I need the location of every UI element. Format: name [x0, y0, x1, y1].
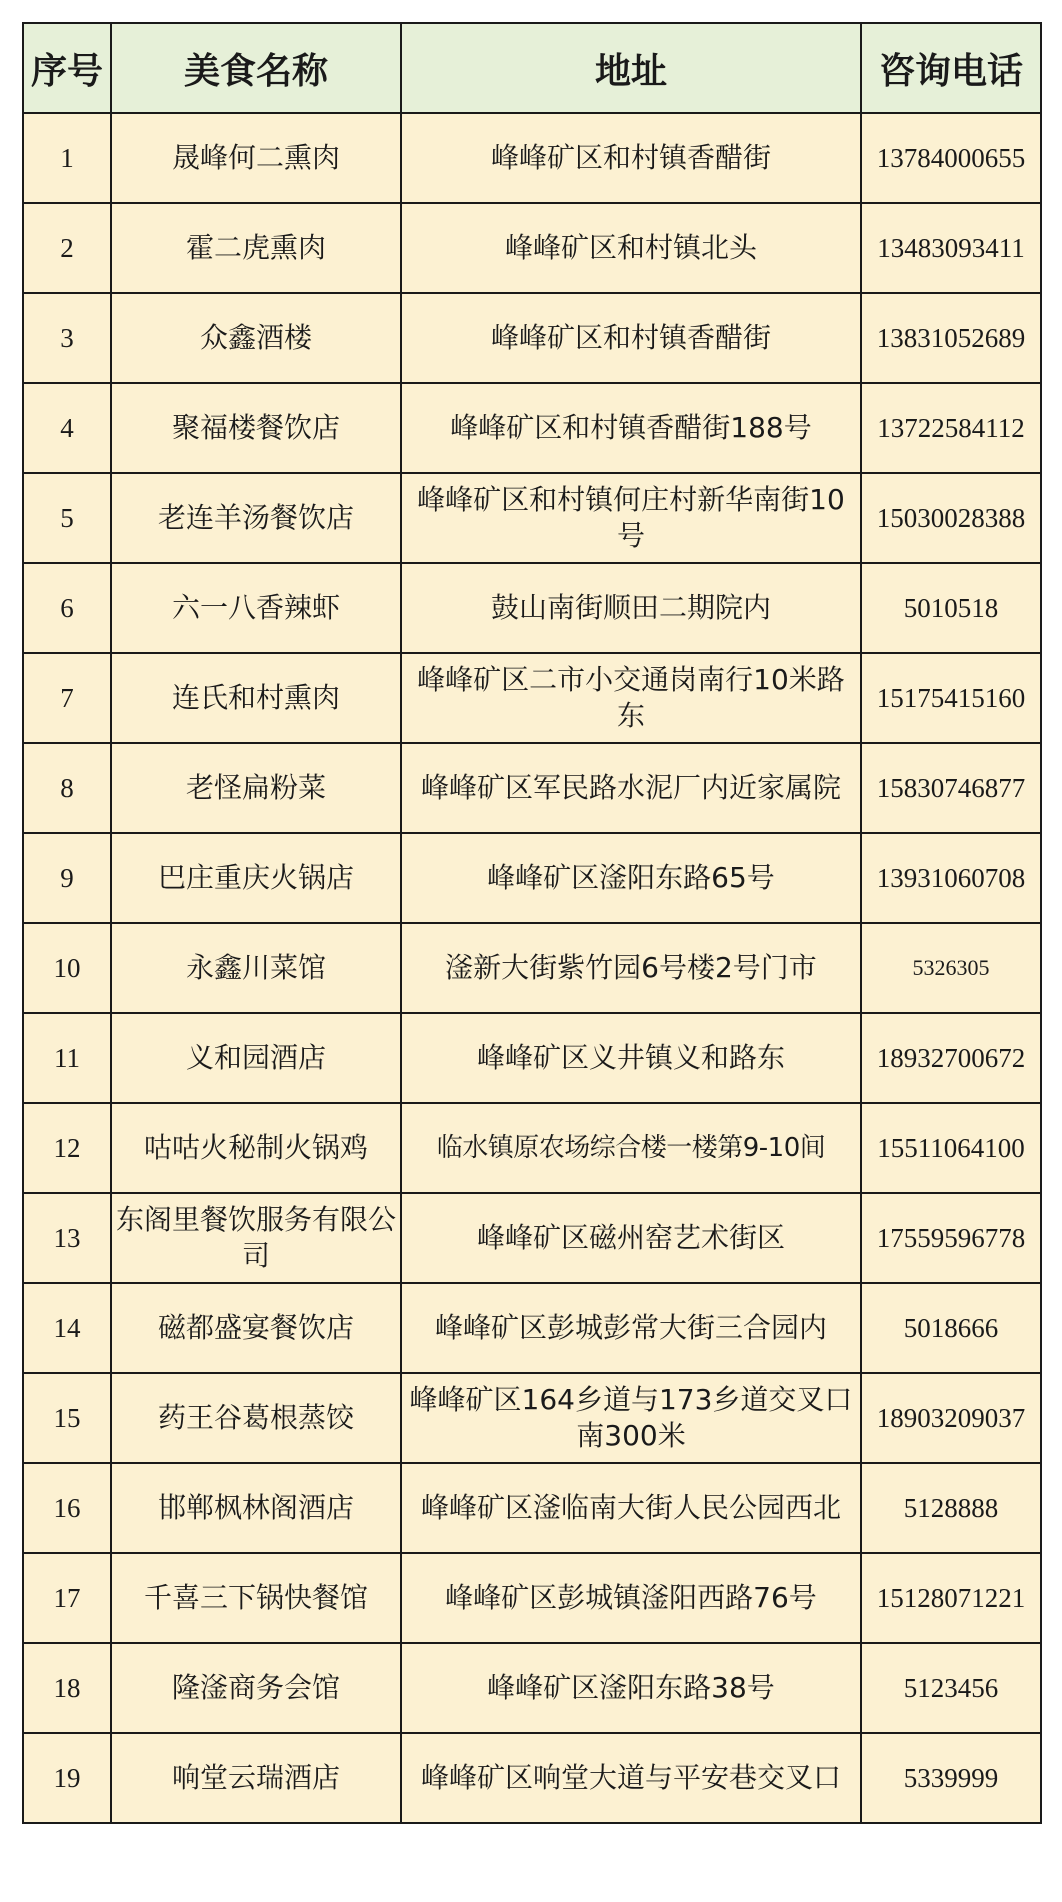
table-row: [23, 1193, 1041, 1283]
row-number: 2: [23, 203, 111, 293]
restaurant-address: 峰峰矿区滏阳东路65号: [401, 833, 861, 923]
restaurant-phone: 18932700672: [861, 1013, 1041, 1103]
header-phone: 咨询电话: [861, 23, 1041, 113]
restaurant-phone: 13483093411: [861, 203, 1041, 293]
restaurant-phone: 13784000655: [861, 113, 1041, 203]
restaurant-address: 峰峰矿区164乡道与173乡道交叉口南300米: [401, 1373, 861, 1463]
restaurant-phone: 17559596778: [861, 1193, 1041, 1283]
restaurant-phone: 5128888: [861, 1463, 1041, 1553]
restaurant-phone: 13722584112: [861, 383, 1041, 473]
restaurant-phone: 15511064100: [861, 1103, 1041, 1193]
row-number: 5: [23, 473, 111, 563]
restaurant-name: 连氏和村熏肉: [111, 653, 401, 743]
row-number: 13: [23, 1193, 111, 1283]
table-row: [23, 1013, 1041, 1103]
row-number: 1: [23, 113, 111, 203]
row-number: 6: [23, 563, 111, 653]
restaurant-name: 咕咕火秘制火锅鸡: [111, 1103, 401, 1193]
restaurant-name: 磁都盛宴餐饮店: [111, 1283, 401, 1373]
table-row: [23, 203, 1041, 293]
row-number: 15: [23, 1373, 111, 1463]
row-number: 16: [23, 1463, 111, 1553]
table-row: [23, 833, 1041, 923]
restaurant-phone: 5123456: [861, 1643, 1041, 1733]
table-header: [23, 23, 1041, 113]
row-number: 4: [23, 383, 111, 473]
restaurant-phone: 13931060708: [861, 833, 1041, 923]
restaurant-phone: 5339999: [861, 1733, 1041, 1823]
table-row: [23, 743, 1041, 833]
restaurant-address: 峰峰矿区滏阳东路38号: [401, 1643, 861, 1733]
restaurant-phone: 15128071221: [861, 1553, 1041, 1643]
restaurant-phone: 18903209037: [861, 1373, 1041, 1463]
restaurant-address: 峰峰矿区二市小交通岗南行10米路东: [401, 653, 861, 743]
restaurant-address: 峰峰矿区和村镇香醋街188号: [401, 383, 861, 473]
restaurant-address: 峰峰矿区义井镇义和路东: [401, 1013, 861, 1103]
table-row: [23, 1373, 1041, 1463]
restaurant-name: 永鑫川菜馆: [111, 923, 401, 1013]
restaurant-address: 峰峰矿区军民路水泥厂内近家属院: [401, 743, 861, 833]
restaurant-name: 东阁里餐饮服务有限公司: [111, 1193, 401, 1283]
restaurant-name: 老连羊汤餐饮店: [111, 473, 401, 563]
row-number: 10: [23, 923, 111, 1013]
table-row: [23, 1643, 1041, 1733]
restaurant-address: 峰峰矿区彭城镇滏阳西路76号: [401, 1553, 861, 1643]
restaurant-address: 峰峰矿区彭城彭常大街三合园内: [401, 1283, 861, 1373]
table-row: [23, 1463, 1041, 1553]
restaurant-name: 巴庄重庆火锅店: [111, 833, 401, 923]
restaurant-address: 峰峰矿区响堂大道与平安巷交叉口: [401, 1733, 861, 1823]
restaurant-address: 峰峰矿区滏临南大街人民公园西北: [401, 1463, 861, 1553]
restaurant-phone: 15830746877: [861, 743, 1041, 833]
table-row: [23, 473, 1041, 563]
restaurant-name: 响堂云瑞酒店: [111, 1733, 401, 1823]
row-number: 12: [23, 1103, 111, 1193]
header-row: [23, 23, 1041, 113]
header-no: 序号: [23, 23, 111, 113]
restaurant-name: 千喜三下锅快餐馆: [111, 1553, 401, 1643]
table-row: [23, 1283, 1041, 1373]
restaurant-phone: 5010518: [861, 563, 1041, 653]
row-number: 3: [23, 293, 111, 383]
row-number: 18: [23, 1643, 111, 1733]
restaurant-address: 鼓山南街顺田二期院内: [401, 563, 861, 653]
restaurant-name: 药王谷葛根蒸饺: [111, 1373, 401, 1463]
restaurant-phone: 5326305: [861, 923, 1041, 1013]
restaurant-name: 老怪扁粉菜: [111, 743, 401, 833]
restaurant-name: 聚福楼餐饮店: [111, 383, 401, 473]
restaurant-address: 滏新大街紫竹园6号楼2号门市: [401, 923, 861, 1013]
table-row: [23, 113, 1041, 203]
table-row: [23, 563, 1041, 653]
restaurant-phone: 15175415160: [861, 653, 1041, 743]
restaurant-address: 临水镇原农场综合楼一楼第9-10间: [401, 1103, 861, 1193]
table-row: [23, 293, 1041, 383]
table-row: [23, 1733, 1041, 1823]
restaurant-phone: 15030028388: [861, 473, 1041, 563]
restaurant-name: 六一八香辣虾: [111, 563, 401, 653]
restaurant-table: [22, 22, 1042, 1824]
row-number: 11: [23, 1013, 111, 1103]
row-number: 9: [23, 833, 111, 923]
restaurant-address: 峰峰矿区和村镇香醋街: [401, 293, 861, 383]
table-row: [23, 1553, 1041, 1643]
table-row: [23, 1103, 1041, 1193]
restaurant-address: 峰峰矿区和村镇香醋街: [401, 113, 861, 203]
restaurant-name: 晟峰何二熏肉: [111, 113, 401, 203]
row-number: 14: [23, 1283, 111, 1373]
restaurant-phone: 5018666: [861, 1283, 1041, 1373]
restaurant-name: 霍二虎熏肉: [111, 203, 401, 293]
row-number: 17: [23, 1553, 111, 1643]
restaurant-name: 隆滏商务会馆: [111, 1643, 401, 1733]
restaurant-table-container: [22, 22, 1040, 1824]
header-address: 地址: [401, 23, 861, 113]
table-row: [23, 653, 1041, 743]
restaurant-name: 众鑫酒楼: [111, 293, 401, 383]
row-number: 8: [23, 743, 111, 833]
table-row: [23, 383, 1041, 473]
restaurant-address: 峰峰矿区和村镇何庄村新华南街10号: [401, 473, 861, 563]
restaurant-name: 邯郸枫林阁酒店: [111, 1463, 401, 1553]
restaurant-phone: 13831052689: [861, 293, 1041, 383]
row-number: 19: [23, 1733, 111, 1823]
restaurant-name: 义和园酒店: [111, 1013, 401, 1103]
row-number: 7: [23, 653, 111, 743]
table-body: [23, 113, 1041, 1823]
restaurant-address: 峰峰矿区和村镇北头: [401, 203, 861, 293]
table-row: [23, 923, 1041, 1013]
restaurant-address: 峰峰矿区磁州窑艺术街区: [401, 1193, 861, 1283]
header-name: 美食名称: [111, 23, 401, 113]
